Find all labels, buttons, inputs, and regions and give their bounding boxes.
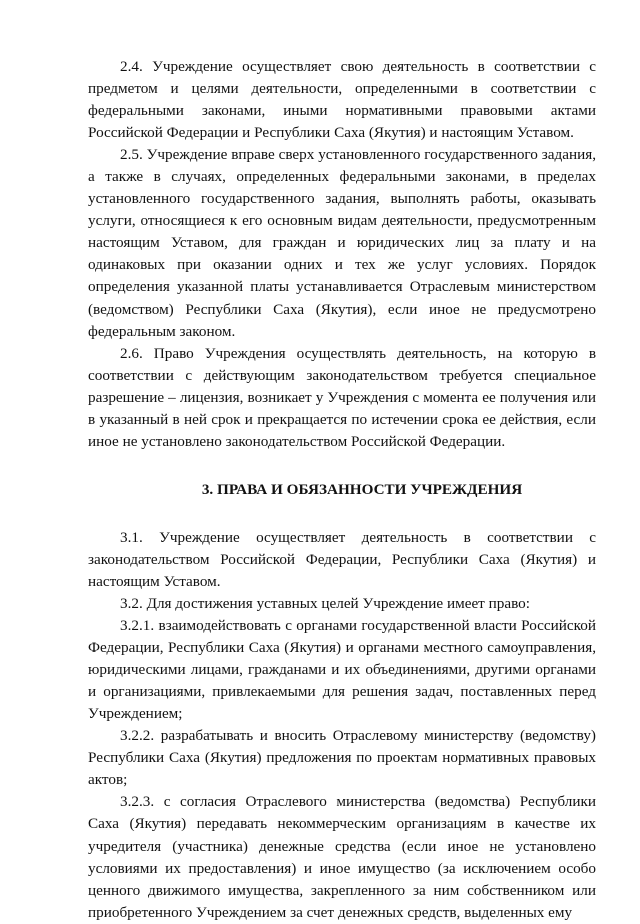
paragraph-3-2-3: 3.2.3. с согласия Отраслевого министерства (ведомства) Республики Саха (Якутия) передавать некоммерческим организациям в качестве их учредителя (участника) денежные средства (если иное не установлено условиями их предоставления) и иное имущество (за исключением особо ценного движимого имущества, закрепленного за ним собственником или приобретенного Учреждением за счет денежных средств, выделенных ему	[88, 793, 596, 921]
paragraph-2-6: 2.6. Право Учреждения осуществлять деятельность, на которую в соответствии с действующим законодательством требуется специальное разрешение – лицензия, возникает у Учреждения с момента ее получения или в указанный в ней срок и прекращается по истечении срока ее действия, если иное не установлено законодательством Российской Федерации.	[88, 344, 596, 450]
paragraph-3-2-2: 3.2.2. разрабатывать и вносить Отраслевому министерству (ведомству) Республики Саха (Якутия) предложения по проектам нормативных правовых актов;	[88, 727, 596, 789]
paragraph-3-2-1: 3.2.1. взаимодействовать с органами государственной власти Российской Федерации, Республики Саха (Якутия) и органами местного самоуправления, юридическими лицами, гражданами и их объединениями, другими органами и организациями, привлекаемыми для решения задач, поставленных перед Учреждением;	[88, 617, 596, 723]
paragraph-2-4: 2.4. Учреждение осуществляет свою деятельность в соответствии с предметом и целями деятельности, определенными в соответствии с федеральными законами, иными нормативными правовыми актами Российской Федерации и Республики Саха (Якутия) и настоящим Уставом.	[88, 58, 596, 142]
document-page	[88, 56, 596, 924]
paragraph-2-5: 2.5. Учреждение вправе сверх установленного государственного задания, а также в случаях, определенных федеральными законами, в пределах установленного государственного задания, выполнять работы, оказывать услуги, относящиеся к его основным видам деятельности, предусмотренным настоящим Уставом, для граждан и юридических лиц за плату и на одинаковых при оказании одних и тех же услуг условиях. Порядок определения указанной платы устанавливается Отраслевым министерством (ведомством) Республики Саха (Якутия), если иное не предусмотрено федеральным законом.	[88, 146, 596, 340]
paragraph-3-1: 3.1. Учреждение осуществляет деятельность в соответствии с законодательством Российской Федерации, Республики Саха (Якутия) и настоящим Уставом.	[88, 528, 596, 590]
section-heading: 3. ПРАВА И ОБЯЗАННОСТИ УЧРЕЖДЕНИЯ	[201, 480, 523, 498]
paragraph-3-2: 3.2. Для достижения уставных целей Учреждение имеет право:	[120, 594, 530, 612]
